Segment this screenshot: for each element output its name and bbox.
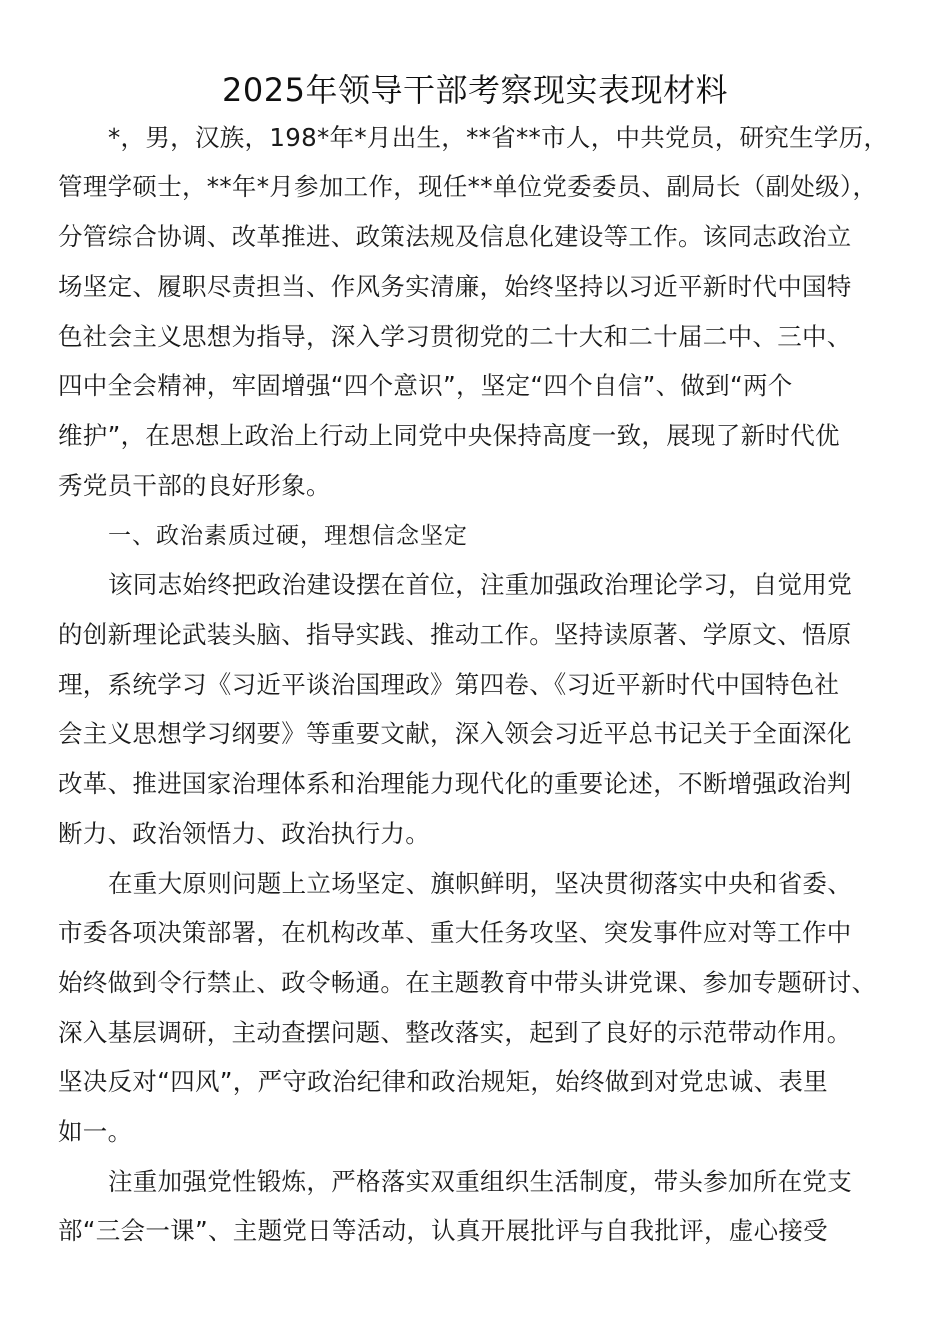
section-heading-1: 一、政治素质过硬，理想信念坚定 (108, 523, 468, 549)
para-3-line-2: 部“三会一课”、主题党日等活动，认真开展批评与自我批评，虚心接受 (58, 1216, 828, 1245)
intro-line-8: 秀党员干部的良好形象。 (58, 471, 331, 500)
para-2-line-4: 深入基层调研，主动查摆问题、整改落实，起到了良好的示范带动作用。 (58, 1018, 852, 1047)
para-2-line-5: 坚决反对“四风”，严守政治纪律和政治规矩，始终做到对党忠诚、表里 (58, 1067, 828, 1096)
para-2-line-6: 如一。 (58, 1117, 133, 1146)
para-2-line-1: 在重大原则问题上立场坚定、旗帜鲜明，坚决贯彻落实中央和省委、 (108, 869, 852, 898)
intro-line-1: *，男，汉族，198*年*月出生，**省**市人，中共党员，研究生学历， (108, 123, 889, 152)
para-1-line-2: 的创新理论武装头脑、指导实践、推动工作。坚持读原著、学原文、悟原 (58, 620, 852, 649)
para-3-line-1: 注重加强党性锻炼，严格落实双重组织生活制度，带头参加所在党支 (108, 1167, 852, 1196)
para-2-line-3: 始终做到令行禁止、政令畅通。在主题教育中带头讲党课、参加专题研讨、 (58, 968, 877, 997)
intro-line-7: 维护”，在思想上政治上行动上同党中央保持高度一致，展现了新时代优 (58, 421, 840, 450)
intro-line-2: 管理学硕士，**年*月参加工作，现任**单位党委委员、副局长（副处级）， (58, 172, 878, 201)
document-title: 2025年领导干部考察现实表现材料 (222, 71, 728, 109)
para-1-line-1: 该同志始终把政治建设摆在首位，注重加强政治理论学习，自觉用党 (108, 570, 852, 599)
intro-line-3: 分管综合协调、改革推进、政策法规及信息化建设等工作。该同志政治立 (58, 222, 852, 251)
para-1-line-6: 断力、政治领悟力、政治执行力。 (58, 819, 430, 848)
para-1-line-4: 会主义思想学习纲要》等重要文献，深入领会习近平总书记关于全面深化 (58, 719, 852, 748)
intro-line-5: 色社会主义思想为指导，深入学习贯彻党的二十大和二十届二中、三中、 (58, 322, 852, 351)
para-2-line-2: 市委各项决策部署，在机构改革、重大任务攻坚、突发事件应对等工作中 (58, 918, 852, 947)
intro-line-6: 四中全会精神，牢固增强“四个意识”，坚定“四个自信”、做到“两个 (58, 371, 793, 400)
para-1-line-5: 改革、推进国家治理体系和治理能力现代化的重要论述，不断增强政治判 (58, 769, 852, 798)
intro-line-4: 场坚定、履职尽责担当、作风务实清廉，始终坚持以习近平新时代中国特 (58, 272, 852, 301)
para-1-line-3: 理，系统学习《习近平谈治国理政》第四卷、《习近平新时代中国特色社 (58, 670, 840, 699)
